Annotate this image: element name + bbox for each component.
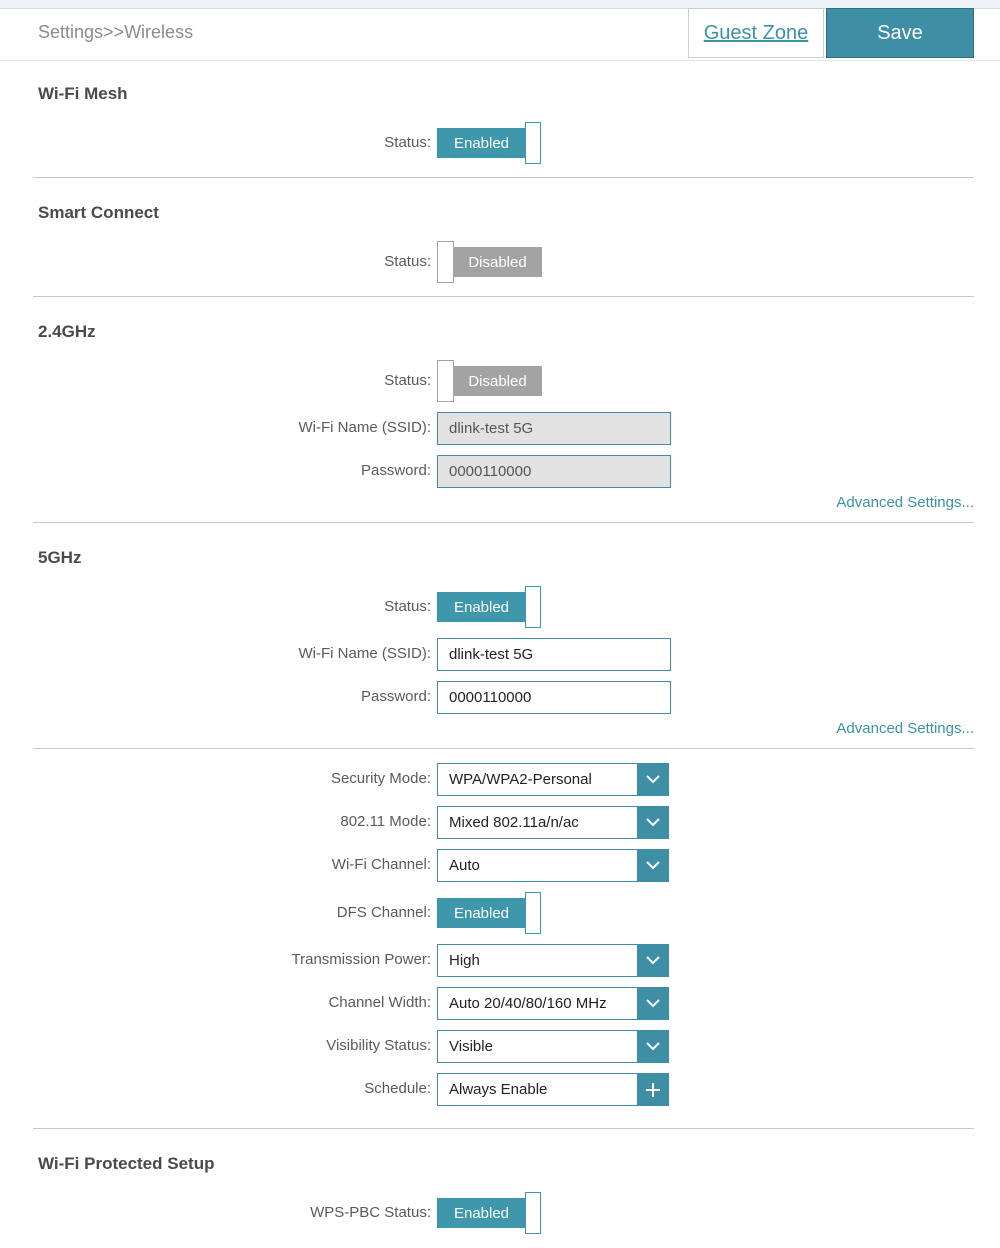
guest-zone-button[interactable]: Guest Zone bbox=[688, 8, 824, 58]
mode-80211-label: 802.11 Mode: bbox=[340, 813, 431, 830]
section-divider bbox=[33, 522, 974, 523]
mode-80211-select[interactable] bbox=[437, 806, 669, 839]
chevron-down-icon[interactable] bbox=[637, 945, 668, 976]
select-value: Always Enable bbox=[449, 1081, 548, 1098]
band24-status-label: Status: bbox=[384, 372, 431, 389]
band5-title: 5GHz bbox=[38, 548, 82, 567]
wps-pbc-status-label: WPS-PBC Status: bbox=[310, 1204, 431, 1221]
wifi-channel-label: Wi-Fi Channel: bbox=[331, 856, 431, 873]
section-divider bbox=[33, 177, 974, 178]
wps-pbc-status-toggle[interactable] bbox=[437, 1192, 542, 1234]
transmission-power-label: Transmission Power: bbox=[291, 951, 431, 968]
band5-password-field[interactable]: 0000110000 bbox=[437, 681, 671, 714]
page-header bbox=[0, 8, 1000, 61]
band24-title: 2.4GHz bbox=[38, 322, 96, 341]
channel-width-select[interactable] bbox=[437, 987, 669, 1020]
smart-connect-title: Smart Connect bbox=[38, 203, 159, 222]
wifi-mesh-status-toggle[interactable] bbox=[437, 122, 542, 164]
toggle-knob bbox=[525, 1192, 541, 1234]
toggle-state-text: Enabled bbox=[437, 898, 526, 928]
toggle-state-text: Enabled bbox=[437, 592, 526, 622]
toggle-knob bbox=[437, 241, 454, 283]
select-value: Mixed 802.11a/n/ac bbox=[449, 814, 579, 831]
visibility-status-label: Visibility Status: bbox=[326, 1037, 431, 1054]
chevron-down-icon[interactable] bbox=[637, 764, 668, 795]
band24-password-label: Password: bbox=[360, 462, 431, 479]
band24-ssid-label: Wi-Fi Name (SSID): bbox=[298, 419, 431, 436]
select-value: Visible bbox=[449, 1038, 493, 1055]
wifi-mesh-title: Wi-Fi Mesh bbox=[38, 84, 128, 103]
schedule-label: Schedule: bbox=[364, 1080, 431, 1097]
wifi-mesh-status-label: Status: bbox=[384, 134, 431, 151]
section-divider bbox=[33, 748, 974, 749]
save-button[interactable]: Save bbox=[826, 8, 974, 58]
band5-status-toggle[interactable] bbox=[437, 586, 542, 628]
toggle-state-text: Disabled bbox=[453, 247, 542, 277]
chevron-down-icon[interactable] bbox=[637, 1031, 668, 1062]
transmission-power-select[interactable] bbox=[437, 944, 669, 977]
section-divider bbox=[33, 1128, 974, 1129]
band24-password-field[interactable]: 0000110000 bbox=[437, 455, 671, 488]
select-value: Auto bbox=[449, 857, 480, 874]
chevron-down-icon[interactable] bbox=[637, 988, 668, 1019]
security-mode-select[interactable] bbox=[437, 763, 669, 796]
plus-icon[interactable] bbox=[637, 1074, 668, 1105]
band5-ssid-field[interactable]: dlink-test 5G bbox=[437, 638, 671, 671]
select-value: High bbox=[449, 952, 480, 969]
band5-advanced-settings-link[interactable]: Advanced Settings... bbox=[836, 720, 974, 737]
smart-connect-status-toggle[interactable] bbox=[437, 241, 542, 283]
select-value: WPA/WPA2-Personal bbox=[449, 771, 592, 788]
section-divider bbox=[33, 296, 974, 297]
select-value: Auto 20/40/80/160 MHz bbox=[449, 995, 607, 1012]
toggle-knob bbox=[525, 586, 541, 628]
toggle-state-text: Enabled bbox=[437, 128, 526, 158]
band24-advanced-settings-link[interactable]: Advanced Settings... bbox=[836, 494, 974, 511]
chevron-down-icon[interactable] bbox=[637, 850, 668, 881]
band24-ssid-field[interactable]: dlink-test 5G bbox=[437, 412, 671, 445]
band5-password-label: Password: bbox=[360, 688, 431, 705]
visibility-status-select[interactable] bbox=[437, 1030, 669, 1063]
wps-title: Wi-Fi Protected Setup bbox=[38, 1154, 215, 1173]
channel-width-label: Channel Width: bbox=[328, 994, 431, 1011]
toggle-knob bbox=[525, 122, 541, 164]
chevron-down-icon[interactable] bbox=[637, 807, 668, 838]
toggle-state-text: Disabled bbox=[453, 366, 542, 396]
wifi-channel-select[interactable] bbox=[437, 849, 669, 882]
toggle-knob bbox=[437, 360, 454, 402]
dfs-channel-toggle[interactable] bbox=[437, 892, 542, 934]
smart-connect-status-label: Status: bbox=[384, 253, 431, 270]
toggle-state-text: Enabled bbox=[437, 1198, 526, 1228]
band5-status-label: Status: bbox=[384, 598, 431, 615]
dfs-channel-label: DFS Channel: bbox=[336, 904, 431, 921]
band5-ssid-label: Wi-Fi Name (SSID): bbox=[298, 645, 431, 662]
security-mode-label: Security Mode: bbox=[330, 770, 431, 787]
schedule-select[interactable] bbox=[437, 1073, 669, 1106]
band24-status-toggle[interactable] bbox=[437, 360, 542, 402]
toggle-knob bbox=[525, 892, 541, 934]
breadcrumb: Settings>>Wireless bbox=[38, 22, 194, 42]
